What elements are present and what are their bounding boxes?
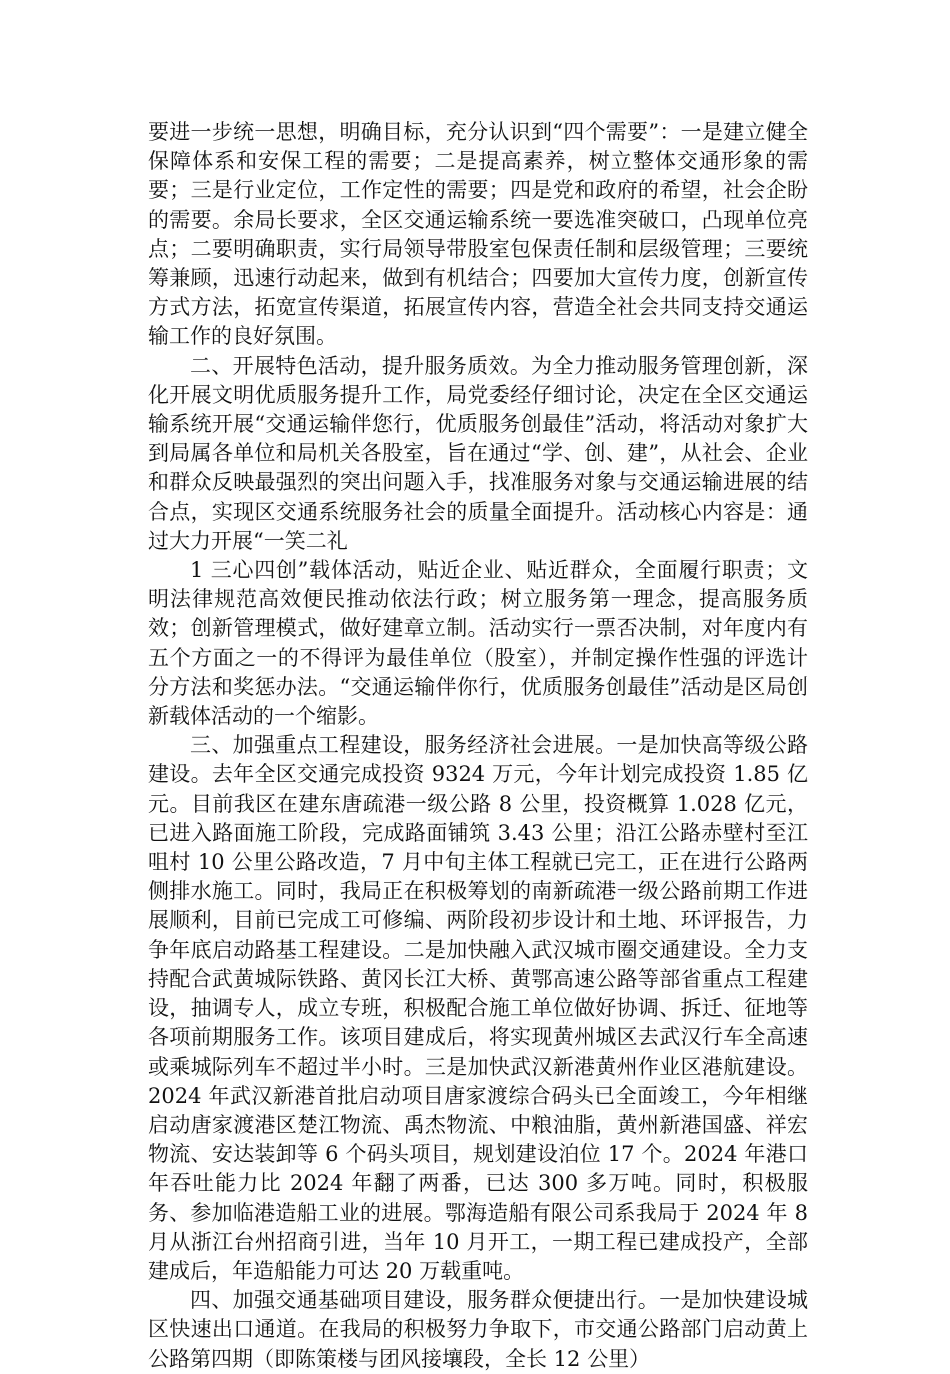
paragraph-1: 要进一步统一思想，明确目标，充分认识到“四个需要”：一是建立健全保障体系和安保工程的需要；二是提高素养，树立整体交通形象的需要；三是行业定位，工作定性的需要；四是党和政府的希望，社会企盼的需要。余局长要求，全区交通运输系统一要选准突破口，凸现单位亮点；二要明确职责，实行局领导带股室包保责任制和层级管理；三要统筹兼顾，迅速行动起来，做到有机结合；四要加大宣传力度，创新宣传方式方法，拓宽宣传渠道，拓展宣传内容，营造全社会共同支持交通运输工作的良好氛围。 (148, 120, 808, 349)
document-body (148, 118, 808, 1374)
paragraph-2: 二、开展特色活动，提升服务质效。为全力推动服务管理创新，深化开展文明优质服务提升工作，局党委经仔细讨论，决定在全区交通运输系统开展“交通运输伴您行，优质服务创最佳”活动，将活动对象扩大到局属各单位和局机关各股室，旨在通过“学、创、建”，从社会、企业和群众反映最强烈的突出问题入手，找准服务对象与交通运输进展的结合点，实现区交通系统服务社会的质量全面提升。活动核心内容是：通过大力开展“一笑二礼 (148, 353, 808, 553)
paragraph-3: 1 三心四创”载体活动，贴近企业、贴近群众，全面履行职责；文明法律规范高效便民推动依法行政；树立服务第一理念，提高服务质效；创新管理模式，做好建章立制。活动实行一票否决制，对年度内有五个方面之一的不得评为最佳单位（股室），并制定操作性强的评选计分方法和奖惩办法。“交通运输伴你行，优质服务创最佳”活动是区局创新载体活动的一个缩影。 (148, 558, 808, 729)
paragraph-5: 四、加强交通基础项目建设，服务群众便捷出行。一是加快建设城区快速出口通道。在我局的积极努力争取下，市交通公路部门启动黄上公路第四期（即陈策楼与团风接壤段，全长 12 公里） (148, 1288, 808, 1371)
paragraph-4: 三、加强重点工程建设，服务经济社会进展。一是加快高等级公路建设。去年全区交通完成投资 9324 万元，今年计划完成投资 1.85 亿元。目前我区在建东唐疏港一级公路 8 公里，投资概算 1.028 亿元，已进入路面施工阶段，完成路面铺筑 3.43 公里；沿江公路赤壁村至江咀村 10 公里公路改造，7 月中旬主体工程就已完工，正在进行公路两侧排水施工。同时，我局正在积极筹划的南新疏港一级公路前期工作进展顺利，目前已完成工可修编、两阶段初步设计和土地、环评报告，力争年底启动路基工程建设。二是加快融入武汉城市圈交通建设。全力支持配合武黄城际铁路、黄冈长江大桥、黄鄂高速公路等部省重点工程建设，抽调专人，成立专班，积极配合施工单位做好协调、拆迁、征地等各项前期服务工作。该项目建成后，将实现黄州城区去武汉行车全高速或乘城际列车不超过半小时。三是加快武汉新港黄州作业区港航建设。2024 年武汉新港首批启动项目唐家渡综合码头已全面竣工，今年相继启动唐家渡港区楚江物流、禹杰物流、中粮油脂，黄州新港国盛、祥宏物流、安达装卸等 6 个码头项目，规划建设泊位 17 个。2024 年港口年吞吐能力比 2024 年翻了两番，已达 300 多万吨。同时，积极服务、参加临港造船工业的进展。鄂海造船有限公司系我局于 2024 年 8 月从浙江台州招商引进，当年 10 月开工，一期工程已建成投产，全部建成后，年造船能力可达 20 万载重吨。 (148, 733, 808, 1283)
